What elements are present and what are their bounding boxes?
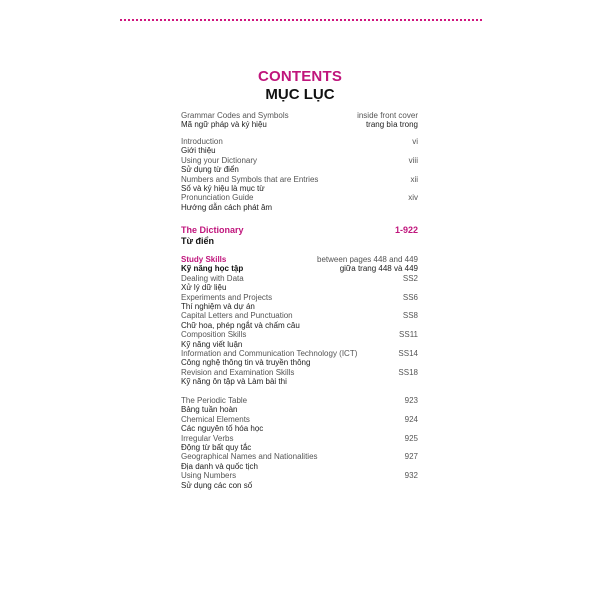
toc-entry-label-vi: Mã ngữ pháp và ký hiệu [181,120,267,130]
toc-entry-vi [181,146,418,155]
toc-entry-label: Capital Letters and Punctuation [181,311,293,321]
toc-entry-vi [181,358,418,367]
toc-entry-page: SS2 [402,273,418,283]
toc-appendix [181,396,418,490]
toc-entry[interactable] [181,311,418,320]
toc-entry-page: xiv [408,193,418,203]
section-heading-label-vi: Kỹ năng học tập [181,264,244,274]
toc-entry-label-vi: Sử dụng các con số [181,480,253,490]
toc-entry-vi [181,120,418,129]
toc-entry[interactable] [181,156,418,165]
toc-entry-page: 923 [404,396,418,405]
toc-entry[interactable] [181,175,418,184]
page-title: CONTENTS [257,68,343,85]
section-heading-vi [181,264,418,273]
toc-entry-vi [181,377,418,386]
toc-entry[interactable] [181,349,418,358]
toc-entry-vi [181,321,418,330]
toc-entry-vi [181,405,418,414]
toc-entry[interactable] [181,330,418,339]
toc-dictionary-section [181,225,418,247]
toc-entry-label: Introduction [181,137,223,146]
toc-entry-label-vi: Các nguyên tố hóa học [181,424,264,434]
toc-entry-label: Composition Skills [181,330,247,340]
toc-entry-label: Using your Dictionary [181,155,258,165]
toc-entry[interactable] [181,274,418,283]
toc-entry-label: Revision and Examination Skills [181,367,295,377]
toc-entry-vi [181,340,418,349]
toc-entry-label-vi: Số và ký hiệu là mục từ [181,184,265,194]
toc-entry[interactable] [181,396,418,405]
toc-entry-label-vi: Kỹ năng ôn tập và Làm bài thi [181,377,287,387]
toc-entry-vi [181,443,418,452]
toc-entry[interactable] [181,471,418,480]
toc-entry-page: SS11 [399,330,418,340]
toc-entry-label: Using Numbers [181,471,237,481]
toc-entry-label-vi: Động từ bất quy tắc [181,443,252,453]
toc-entry-label-vi: Giới thiệu [181,146,216,156]
toc-entry[interactable] [181,434,418,443]
toc-entry-page-vi: trang bìa trong [365,120,418,130]
toc-entry[interactable] [181,452,418,461]
toc-entry-label-vi: Công nghệ thông tin và truyền thông [181,358,311,368]
toc-entry-page: SS14 [398,349,418,359]
toc-entry-label-vi: Bảng tuần hoàn [181,405,238,415]
toc-entry-page: SS8 [402,311,418,321]
toc-entry-vi [181,283,418,292]
toc-entry-page: 925 [404,433,418,443]
toc-entry-label-vi: Địa danh và quốc tịch [181,461,258,471]
toc-entry-page: 927 [404,452,418,462]
toc-entry-vi [181,203,418,212]
section-heading-study-skills[interactable] [181,255,418,264]
toc-entry[interactable] [181,293,418,302]
toc-entry-label-vi: Thí nghiệm và dự án [181,302,255,312]
toc-entry-label: Experiments and Projects [181,292,273,302]
toc-entry-label: Pronunciation Guide [181,193,254,203]
toc-entry-vi [181,302,418,311]
toc-entry-label: Geographical Names and Nationalities [181,452,318,462]
toc-entry-label: Chemical Elements [181,414,250,424]
toc-entry[interactable] [181,111,418,120]
toc-entry-page: inside front cover [357,111,418,120]
toc-entry-vi [181,424,418,433]
toc-entry-vi [181,462,418,471]
section-heading-page-vi: giữa trang 448 và 449 [339,264,418,274]
toc-entry-label: Grammar Codes and Symbols [181,111,289,120]
toc-entry[interactable] [181,415,418,424]
toc-entry[interactable] [181,368,418,377]
toc-entry-label: The Periodic Table [181,396,248,405]
section-heading-dictionary[interactable] [181,225,418,236]
toc-entry-page: SS18 [398,367,418,377]
page-subtitle: MỤC LỤC [265,86,335,103]
toc-entry-label: Irregular Verbs [181,433,234,443]
toc-entry-label-vi: Chữ hoa, phép ngắt và chấm câu [181,320,300,330]
section-heading-label: The Dictionary [181,225,244,235]
toc-entry-page: viii [408,155,418,165]
toc-study-skills [181,255,418,387]
toc-entry-label-vi: Sử dụng từ điển [181,165,239,175]
toc-entry[interactable] [181,137,418,146]
section-heading-page: 1-922 [394,225,418,235]
toc-entry-page: 924 [404,414,418,424]
toc-entry-label: Information and Communication Technology (ICT) [181,349,358,359]
toc-entry-label-vi: Kỹ năng viết luận [181,339,243,349]
toc-entry-page: vi [412,137,418,146]
toc-intro [181,137,418,212]
toc-entry-label-vi: Xử lý dữ liệu [181,283,227,293]
toc-entry-label-vi: Hướng dẫn cách phát âm [181,202,273,212]
section-heading-vi [181,236,418,247]
dotted-top-rule [120,19,482,21]
section-heading-label-vi: Từ điển [181,236,215,246]
toc-entry-page: SS6 [402,292,418,302]
toc-entry-page: xii [410,174,418,184]
toc-entry[interactable] [181,193,418,202]
toc-front-matter [181,111,418,130]
toc-entry-vi [181,184,418,193]
toc-entry-label: Dealing with Data [181,273,244,283]
toc-entry-page: 932 [404,471,418,481]
section-heading-page: between pages 448 and 449 [317,255,418,264]
toc-entry-vi [181,481,418,490]
toc-entry-label: Numbers and Symbols that are Entries [181,174,319,184]
toc-entry-vi [181,165,418,174]
section-heading-label: Study Skills [181,255,227,264]
